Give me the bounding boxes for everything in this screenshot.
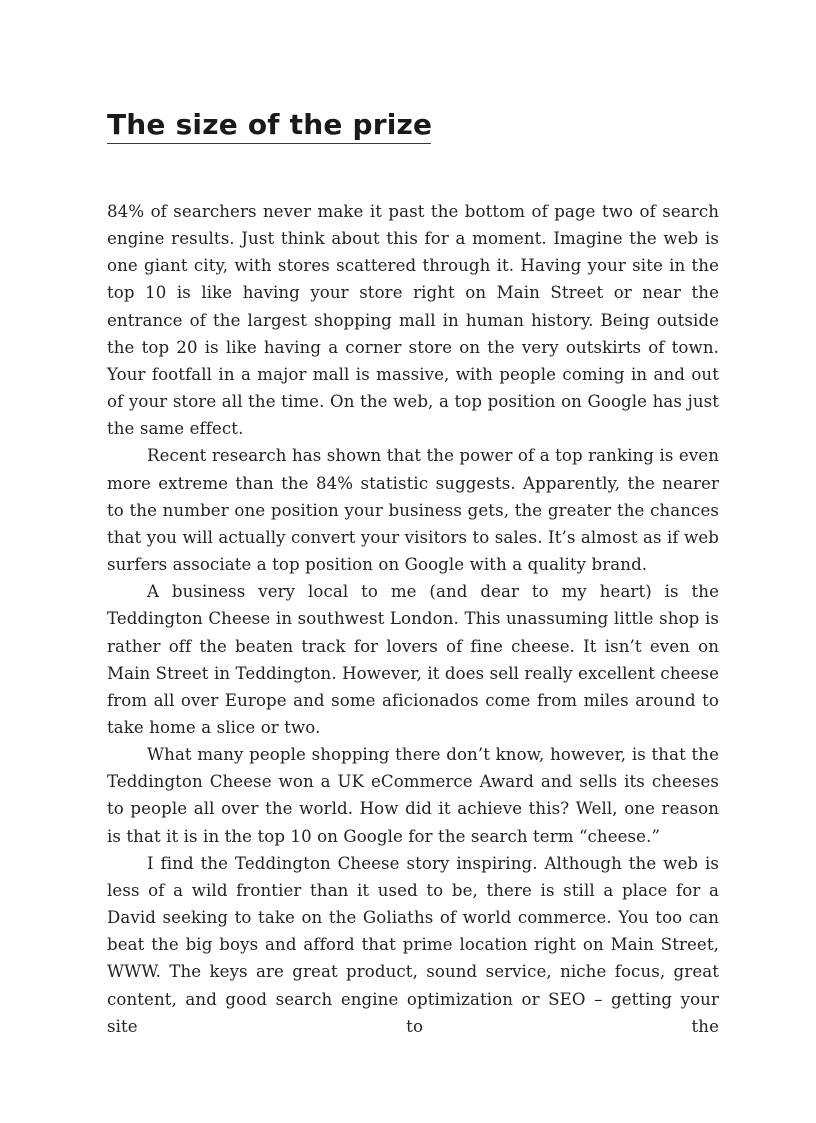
body-text <box>107 198 719 1040</box>
page-title: The size of the prize <box>107 108 433 141</box>
paragraph-5: I find the Teddington Cheese story inspiring. Although the web is less of a wild frontier than it used to be, there is still a place for a David seeking to take on the Goliaths of world commerce. You too can beat the big boys and afford that prime location right on Main Street, WWW. The keys are great product, sound service, niche focus, great content, and good search engine optimization or SEO – getting your site to the <box>107 853 719 1036</box>
title-underline <box>107 143 431 144</box>
paragraph-2: Recent research has shown that the power of a top ranking is even more extreme than the 84% statistic suggests. Apparently, the nearer to the number one position your business gets, the greater the chances that you will actually convert your visitors to sales. It’s almost as if web surfers associate a top position on Google with a quality brand. <box>107 446 719 575</box>
paragraph-4: What many people shopping there don’t know, however, is that the Teddington Cheese won a UK eCommerce Award and sells its cheeses to people all over the world. How did it achieve this? Well, one reason is that it is in the top 10 on Google for the search term “cheese.” <box>107 745 719 846</box>
section-heading <box>107 107 431 144</box>
paragraph-1: 84% of searchers never make it past the bottom of page two of search engine results. Just think about this for a moment. Imagine the web is one giant city, with stores scattered through it. Having your site in the top 10 is like having your store right on Main Street or near the entrance of the largest shopping mall in human history. Being outside the top 20 is like having a corner store on the very outskirts of town. Your footfall in a major mall is massive, with people coming in and out of your store all the time. On the web, a top position on Google has just the same effect. <box>107 202 719 439</box>
paragraph-3: A business very local to me (and dear to my heart) is the Teddington Cheese in southwest London. This unassuming little shop is rather off the beaten track for lovers of fine cheese. It isn’t even on Main Street in Teddington. However, it does sell really excellent cheese from all over Europe and some aficionados come from miles around to take home a slice or two. <box>107 582 719 737</box>
